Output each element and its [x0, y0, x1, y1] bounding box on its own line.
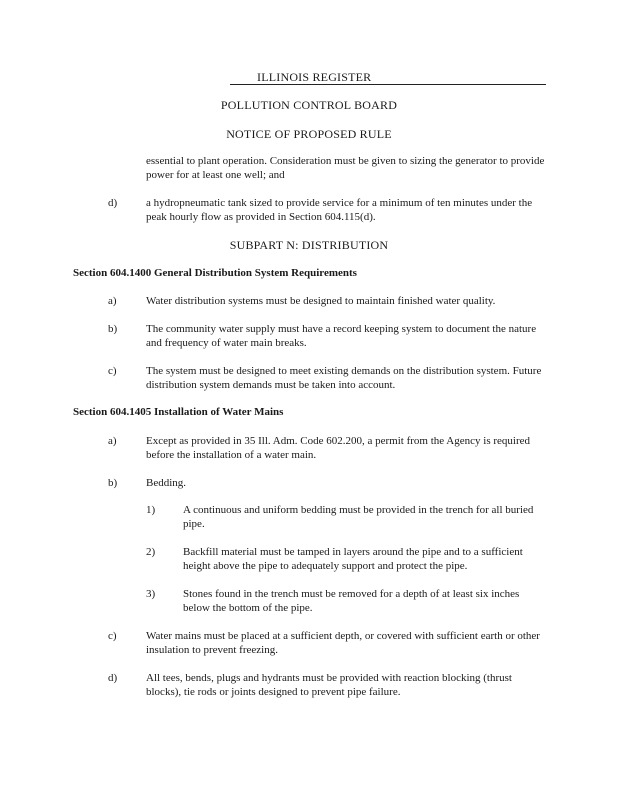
item-text: Water mains must be placed at a sufficient depth, or covered with sufficient earth or other insulation to prevent freezing.	[146, 630, 540, 656]
item-text: The community water supply must have a record keeping system to document the nature and frequency of water main breaks.	[146, 323, 537, 349]
item-label: c)	[108, 365, 117, 377]
item-label: c)	[108, 630, 117, 642]
item-text: All tees, bends, plugs and hydrants must be provided with reaction blocking (thrust blocks), tie rods or joints designed to prevent pipe failure.	[146, 672, 512, 698]
section-heading: Section 604.1405 Installation of Water Mains	[73, 406, 284, 418]
subitem-label: 2)	[146, 546, 156, 558]
register-title: ILLINOIS REGISTER	[257, 70, 372, 84]
item-text: Water distribution systems must be designed to maintain finished water quality.	[146, 295, 496, 307]
item-text: a hydropneumatic tank sized to provide service for a minimum of ten minutes under the peak hourly flow as provided in Section 604.115(d).	[146, 197, 533, 223]
item-label: a)	[108, 435, 117, 447]
continuation-paragraph: essential to plant operation. Consideration must be given to sizing the generator to provide power for at least one well; and	[146, 155, 545, 181]
item-text: The system must be designed to meet existing demands on the distribution system. Future distribution system demands must be taken into account.	[146, 365, 542, 391]
section-heading: Section 604.1400 General Distribution System Requirements	[73, 267, 357, 279]
subitem-label: 1)	[146, 504, 156, 516]
notice-title: NOTICE OF PROPOSED RULE	[226, 127, 392, 141]
subitem-label: 3)	[146, 588, 156, 600]
item-text: Except as provided in 35 Ill. Adm. Code 602.200, a permit from the Agency is required before the installation of a water main.	[146, 435, 531, 461]
item-label: b)	[108, 323, 118, 335]
item-label: b)	[108, 477, 118, 489]
subitem-text: Stones found in the trench must be removed for a depth of at least six inches below the bottom of the pipe.	[183, 588, 520, 614]
board-title: POLLUTION CONTROL BOARD	[220, 98, 398, 112]
item-text: Bedding.	[146, 477, 187, 489]
item-label: d)	[108, 197, 118, 209]
item-label: d)	[108, 672, 118, 684]
subitem-text: Backfill material must be tamped in layers around the pipe and to a sufficient height above the pipe to adequately support and protect the pipe.	[183, 546, 523, 572]
item-label: a)	[108, 295, 117, 307]
subitem-text: A continuous and uniform bedding must be provided in the trench for all buried pipe.	[183, 504, 534, 530]
header-rule	[230, 84, 546, 85]
subpart-heading: SUBPART N: DISTRIBUTION	[229, 238, 389, 252]
